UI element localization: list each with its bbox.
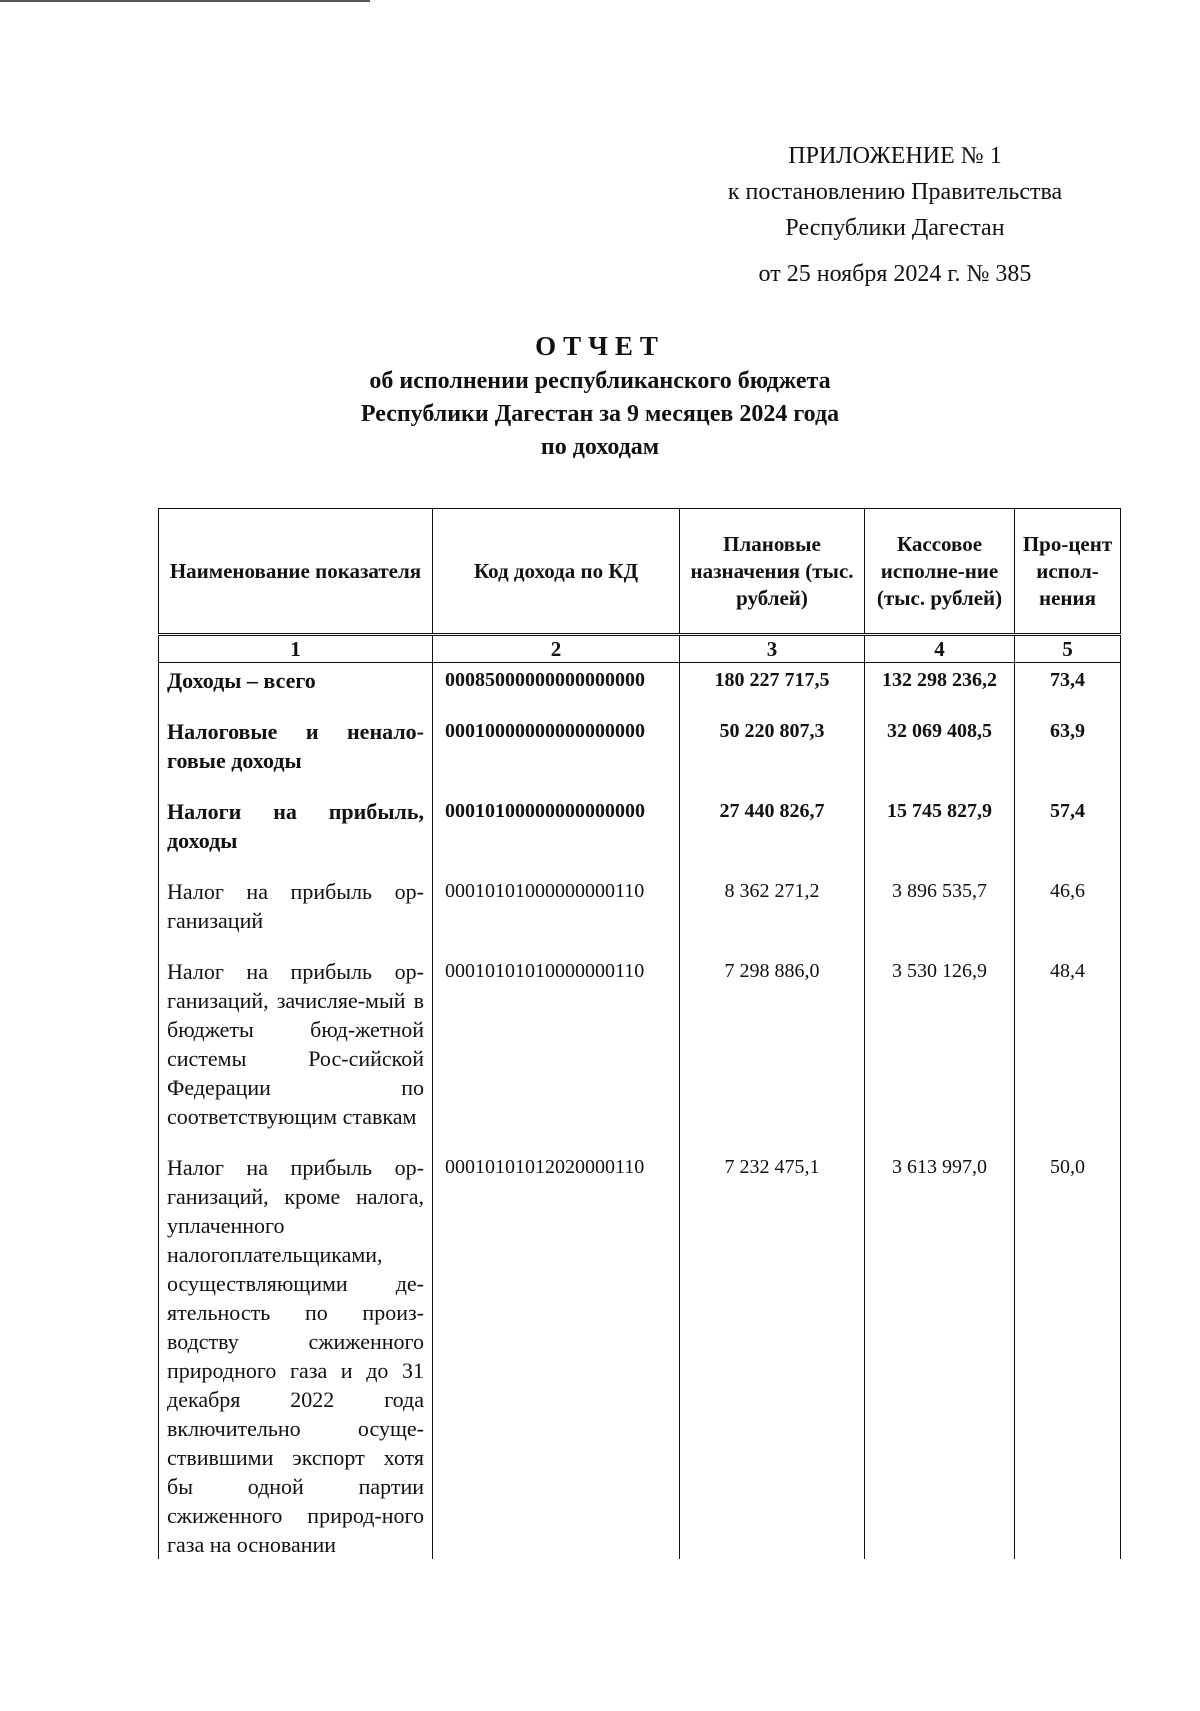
row-percent: 48,4: [1015, 951, 1121, 1147]
table-row: [159, 871, 1121, 951]
row-name: Налог на прибыль ор-ганизаций, зачисляе-мый в бюджеты бюд-жетной системы Рос-сийской Федерации по соответствующим ставкам: [159, 951, 433, 1147]
row-plan: 27 440 826,7: [680, 791, 865, 871]
table-row: [159, 791, 1121, 871]
row-name: Налоги на прибыль, доходы: [159, 791, 433, 871]
row-name: Налог на прибыль ор-ганизаций, кроме налога, уплаченного налогоплательщиками, осуществляющими де-ятельность по произ-водству сжиженного природного газа и до 31 декабря 2022 года включительно осуще-ствившими экспорт хотя бы одной партии сжиженного природ-ного газа на основании: [159, 1147, 433, 1559]
header-income-code: Код дохода по КД: [433, 509, 680, 635]
row-exec: 3 530 126,9: [865, 951, 1015, 1147]
report-subtitle-3: по доходам: [540, 434, 660, 460]
report-title-block: [250, 330, 950, 464]
row-plan: 7 298 886,0: [680, 951, 865, 1147]
column-number-row: [159, 635, 1121, 663]
row-plan: 50 220 807,3: [680, 711, 865, 791]
annex-date: от 25 ноября 2024 г. № 385: [758, 261, 1032, 287]
column-number: 1: [159, 635, 433, 663]
row-percent: 73,4: [1015, 663, 1121, 712]
table-row: [159, 951, 1121, 1147]
row-name: Доходы – всего: [159, 663, 433, 712]
row-exec: 3 613 997,0: [865, 1147, 1015, 1559]
row-code: 00085000000000000000: [433, 663, 680, 712]
header-percent: Про-цент испол-нения: [1015, 509, 1121, 635]
row-percent: 63,9: [1015, 711, 1121, 791]
table-row: [159, 1147, 1121, 1559]
row-name: Налоговые и ненало-говые доходы: [159, 711, 433, 791]
row-exec: 15 745 827,9: [865, 791, 1015, 871]
annex-header: [680, 138, 1110, 292]
column-number: 2: [433, 635, 680, 663]
column-number: 4: [865, 635, 1015, 663]
row-code: 00010101010000000110: [433, 951, 680, 1147]
row-code: 00010101012020000110: [433, 1147, 680, 1559]
table-row: [159, 663, 1121, 712]
table-header-row: [159, 509, 1121, 635]
income-report-table: [158, 508, 1121, 1559]
row-exec: 132 298 236,2: [865, 663, 1015, 712]
annex-resolution: к постановлению Правительства: [727, 179, 1063, 205]
report-subtitle-2: Республики Дагестан за 9 месяцев 2024 года: [360, 401, 840, 427]
row-exec: 3 896 535,7: [865, 871, 1015, 951]
report-title: ОТЧЕТ: [535, 331, 665, 361]
row-code: 00010000000000000000: [433, 711, 680, 791]
column-number: 5: [1015, 635, 1121, 663]
row-name: Налог на прибыль ор-ганизаций: [159, 871, 433, 951]
row-code: 00010100000000000000: [433, 791, 680, 871]
table-row: [159, 711, 1121, 791]
row-plan: 180 227 717,5: [680, 663, 865, 712]
column-number: 3: [680, 635, 865, 663]
row-code: 00010101000000000110: [433, 871, 680, 951]
header-executed: Кассовое исполне-ние (тыс. рублей): [865, 509, 1015, 635]
report-subtitle-1: об исполнении республиканского бюджета: [369, 368, 831, 394]
annex-number: ПРИЛОЖЕНИЕ № 1: [788, 143, 1002, 169]
header-indicator-name: Наименование показателя: [159, 509, 433, 635]
header-planned: Плановые назначения (тыс. рублей): [680, 509, 865, 635]
row-exec: 32 069 408,5: [865, 711, 1015, 791]
row-percent: 57,4: [1015, 791, 1121, 871]
scan-artifact-line: [0, 0, 370, 2]
row-plan: 8 362 271,2: [680, 871, 865, 951]
row-percent: 50,0: [1015, 1147, 1121, 1559]
row-percent: 46,6: [1015, 871, 1121, 951]
annex-government: Республики Дагестан: [785, 215, 1005, 241]
row-plan: 7 232 475,1: [680, 1147, 865, 1559]
